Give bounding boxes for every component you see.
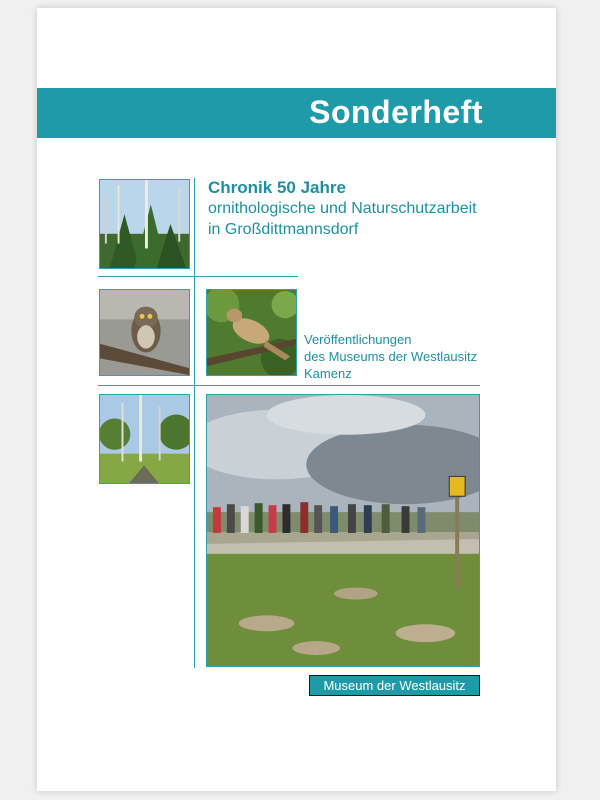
chronicle-subtitle (208, 198, 498, 240)
museum-label: Museum der Westlausitz (309, 675, 480, 696)
group-excursion-photo (206, 394, 480, 667)
woodland-clearing-photo (99, 394, 190, 484)
publisher-line3: Kamenz (304, 366, 352, 381)
publisher-line2: des Museums der Westlausitz (304, 349, 478, 364)
horizontal-divider-top (98, 276, 298, 277)
chronicle-title: Chronik 50 Jahre (208, 178, 346, 197)
owl-photo (99, 289, 190, 376)
bird-photo (206, 289, 297, 376)
horizontal-divider-middle (98, 385, 480, 386)
banner-title: Sonderheft (309, 94, 483, 130)
publisher-info (304, 331, 477, 382)
title-banner (37, 88, 556, 138)
chronicle-subtitle-line2: in Großdittmannsdorf (208, 221, 359, 238)
publisher-line1: Veröffentlichungen (304, 332, 412, 347)
vertical-divider (194, 178, 195, 668)
chronicle-subtitle-line1: ornithologische und Naturschutzarbeit (208, 200, 477, 217)
forest-photo (99, 179, 190, 269)
book-cover (37, 8, 556, 791)
